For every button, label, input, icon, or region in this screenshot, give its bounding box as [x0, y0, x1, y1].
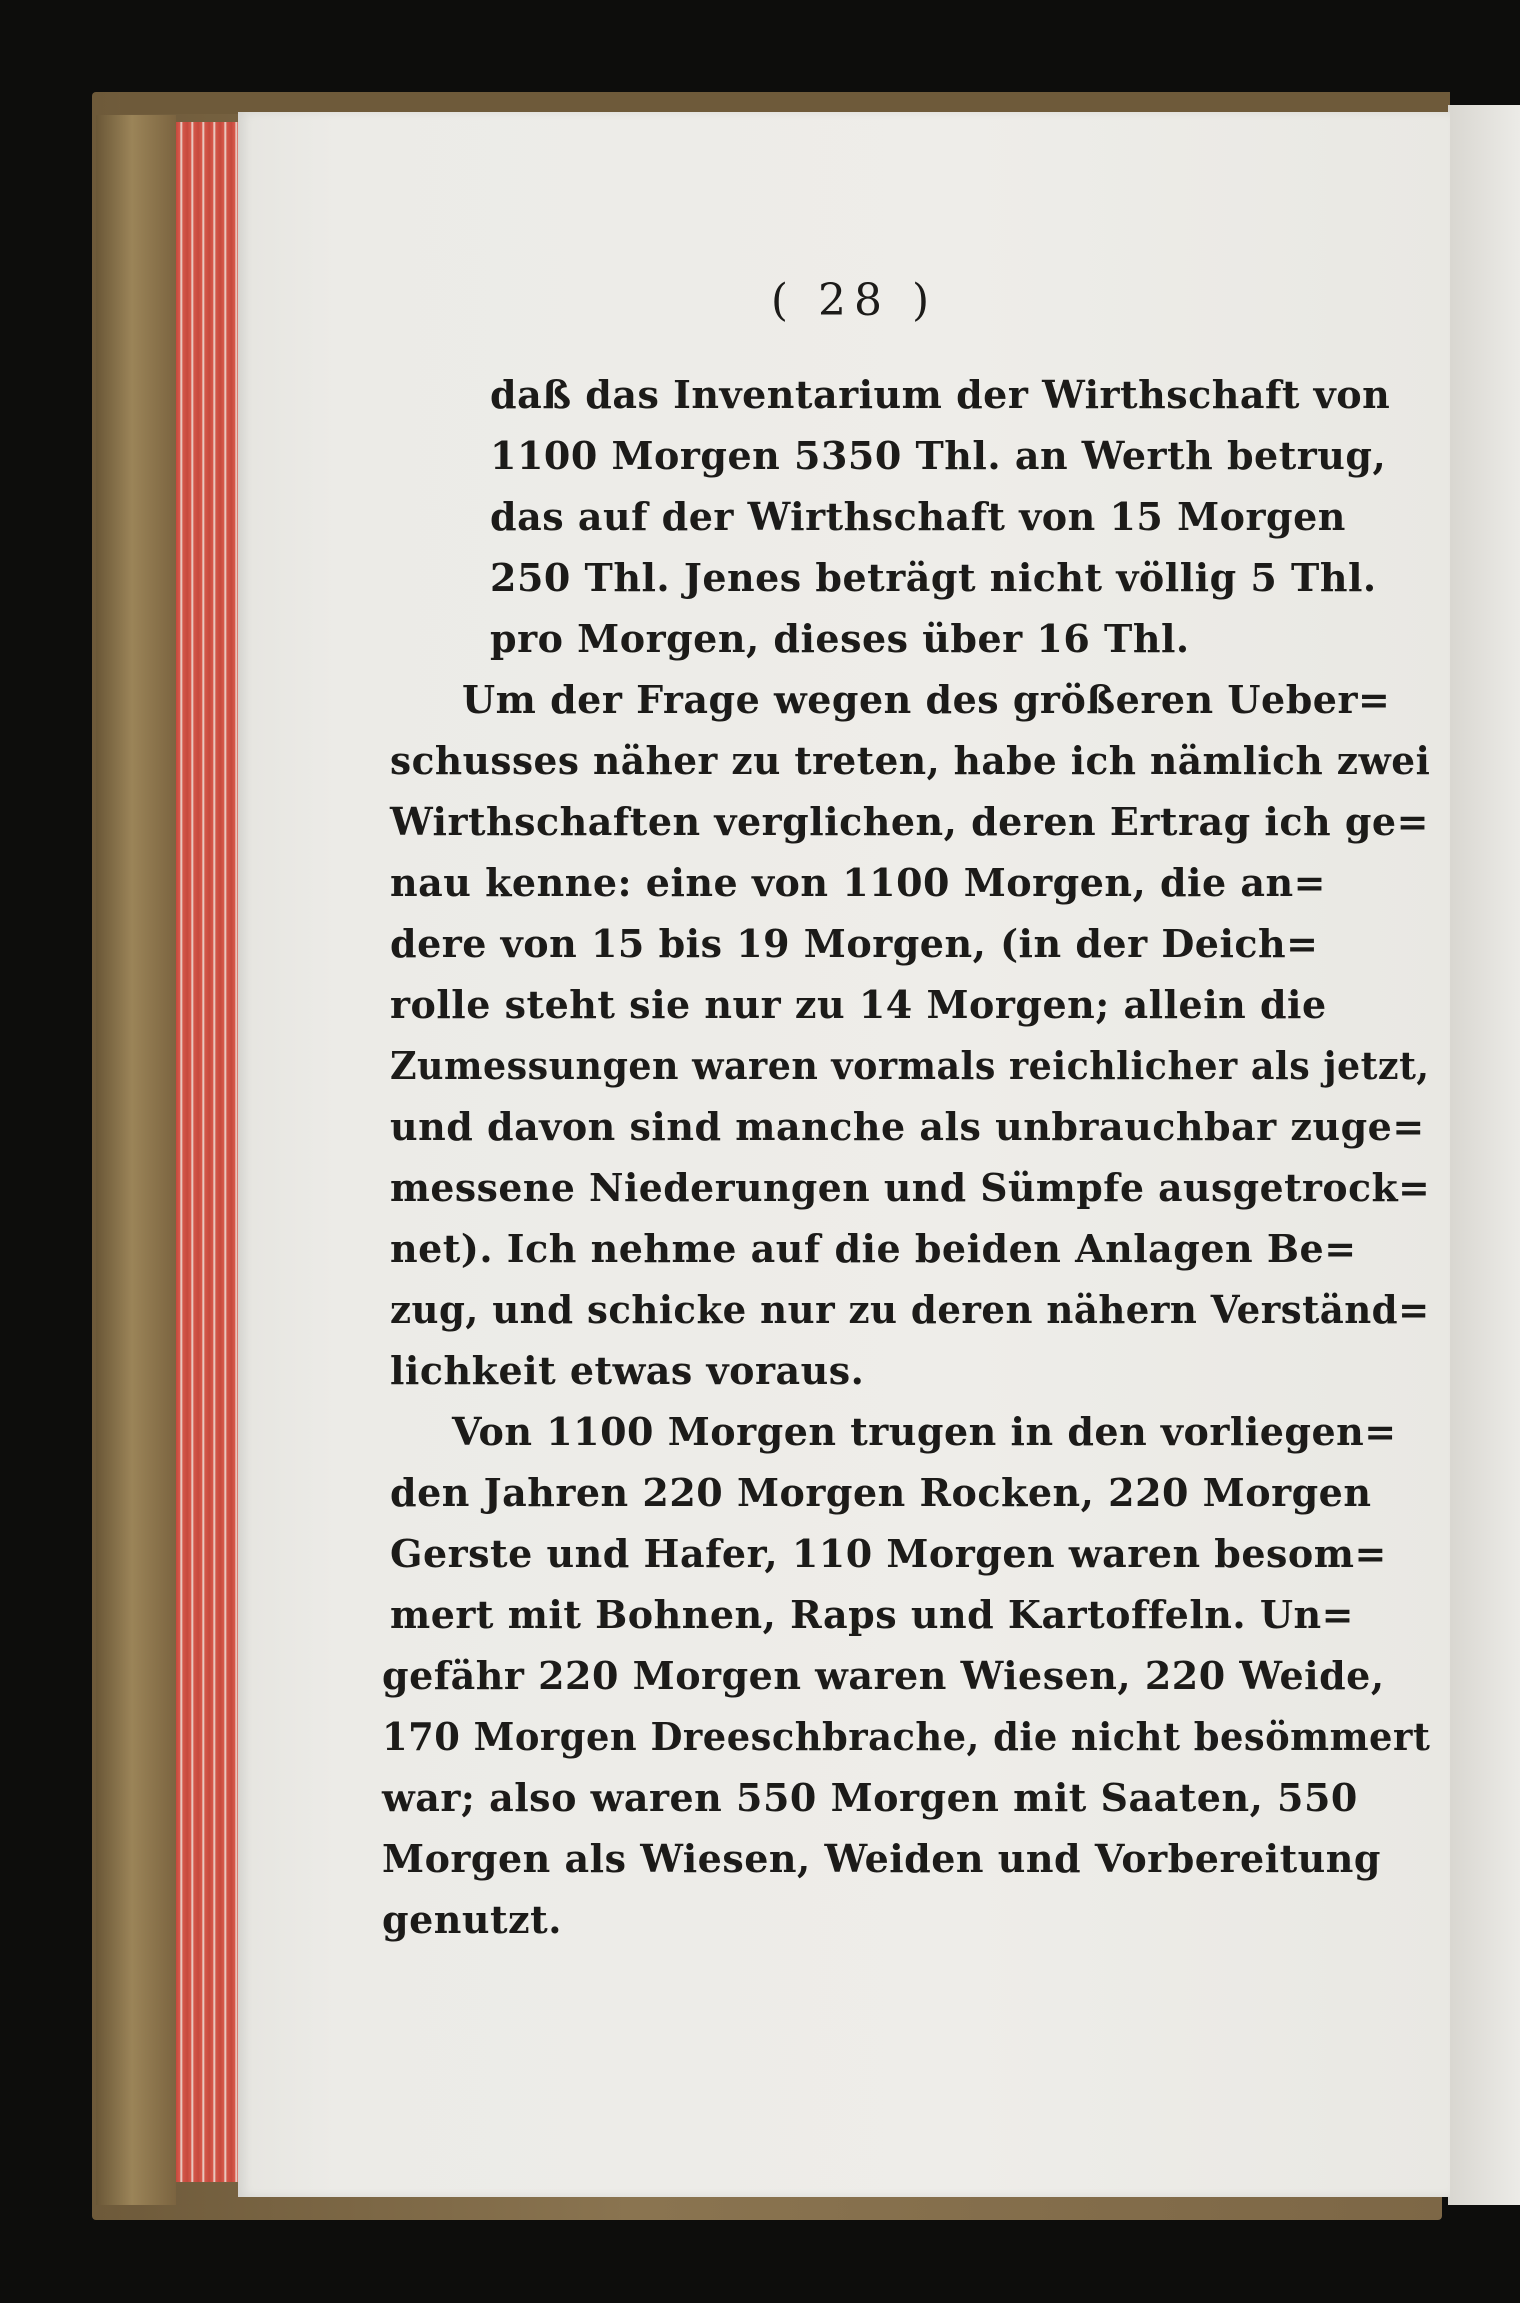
text-line: und davon sind manche als unbrauchbar zuge=: [390, 1104, 1425, 1149]
text-line: 170 Morgen Dreeschbrache, die nicht besömmert: [382, 1714, 1431, 1759]
text-line: den Jahren 220 Morgen Rocken, 220 Morgen: [390, 1470, 1372, 1515]
text-line: 250 Thl. Jenes beträgt nicht völlig 5 Thl.: [490, 555, 1377, 600]
text-line: zug, und schicke nur zu deren nähern Verständ=: [390, 1287, 1430, 1332]
text-line: daß das Inventarium der Wirthschaft von: [490, 372, 1391, 417]
page-number: ( 28 ): [770, 275, 938, 326]
cover-inner-margin: [96, 115, 176, 2205]
text-line: genutzt.: [382, 1897, 562, 1942]
text-line: gefähr 220 Morgen waren Wiesen, 220 Weide,: [382, 1653, 1385, 1698]
text-line: net). Ich nehme auf die beiden Anlagen Be=: [390, 1226, 1357, 1271]
cover-top-edge: [120, 92, 1450, 114]
text-line: nau kenne: eine von 1100 Morgen, die an=: [390, 860, 1326, 905]
book-page: [238, 112, 1450, 2197]
text-line: dere von 15 bis 19 Morgen, (in der Deich=: [390, 921, 1319, 966]
text-line: rolle steht sie nur zu 14 Morgen; allein die: [390, 982, 1327, 1027]
text-line: lichkeit etwas voraus.: [390, 1348, 865, 1393]
text-line: pro Morgen, dieses über 16 Thl.: [490, 616, 1190, 661]
text-line: Von 1100 Morgen trugen in den vorliegen=: [452, 1409, 1397, 1454]
text-line: messene Niederungen und Sümpfe ausgetrock=: [390, 1165, 1431, 1210]
text-line: Zumessungen waren vormals reichlicher als jetzt,: [390, 1043, 1430, 1088]
text-line: war; also waren 550 Morgen mit Saaten, 550: [382, 1775, 1358, 1820]
text-line: Morgen als Wiesen, Weiden und Vorbereitung: [382, 1836, 1381, 1881]
text-line: 1100 Morgen 5350 Thl. an Werth betrug,: [490, 433, 1387, 478]
adjacent-page: [1448, 105, 1520, 2205]
text-line: mert mit Bohnen, Raps und Kartoffeln. Un=: [390, 1592, 1354, 1637]
red-page-edges: [176, 122, 242, 2182]
text-line: schusses näher zu treten, habe ich nämlich zwei: [390, 738, 1431, 783]
text-line: Wirthschaften verglichen, deren Ertrag ich ge=: [390, 799, 1429, 844]
text-line: Gerste und Hafer, 110 Morgen waren besom=: [390, 1531, 1387, 1576]
text-line: Um der Frage wegen des größeren Ueber=: [462, 677, 1391, 722]
text-line: das auf der Wirthschaft von 15 Morgen: [490, 494, 1346, 539]
